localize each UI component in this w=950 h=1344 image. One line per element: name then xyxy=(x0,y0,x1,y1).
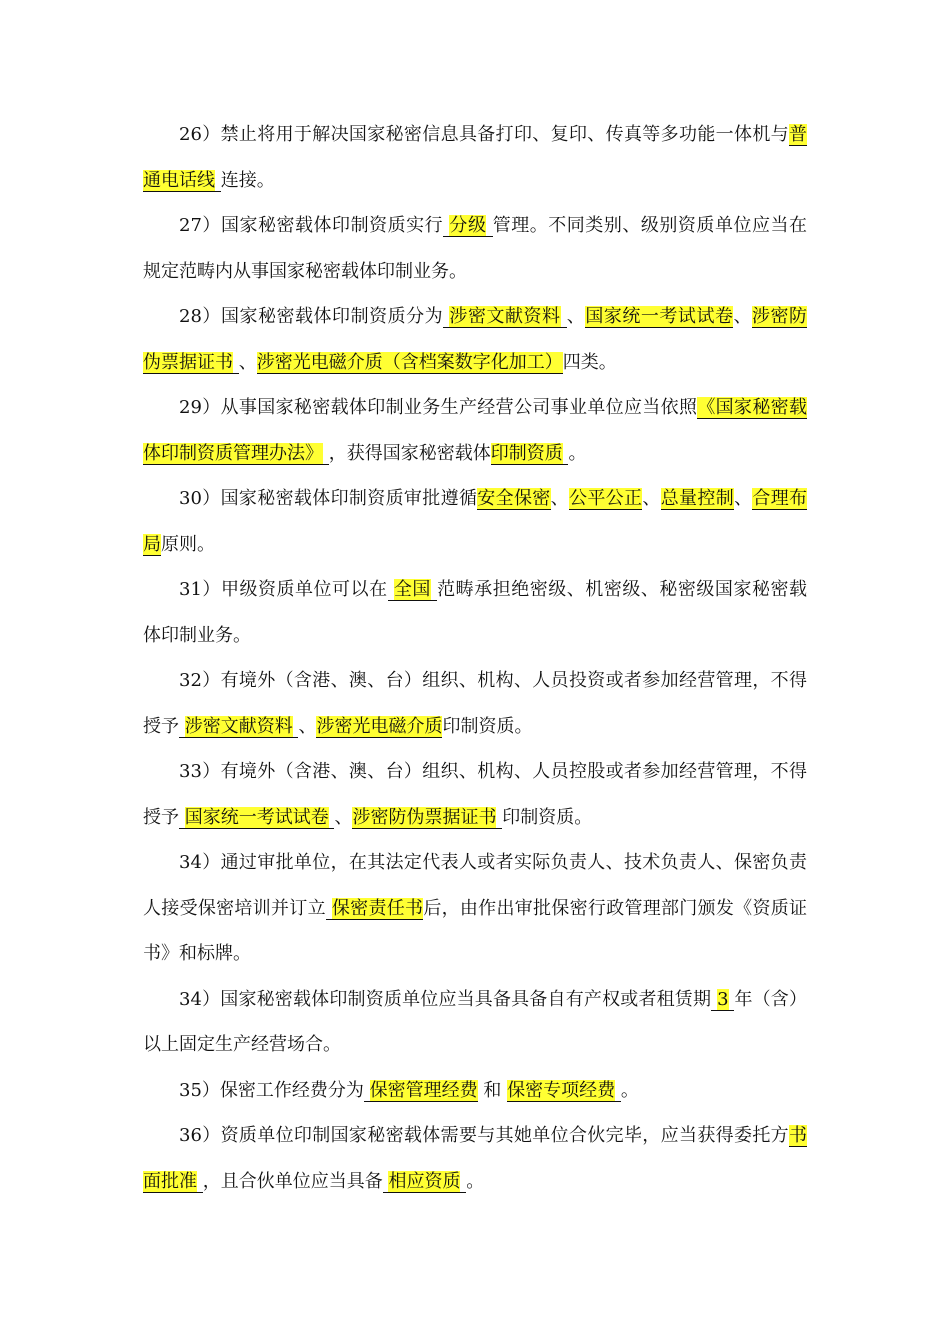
text-segment: 、 xyxy=(298,715,317,737)
paragraph-36 xyxy=(143,1113,807,1204)
answer-highlight: 《国家秘密载体印制资质管理办法》 xyxy=(143,397,808,464)
answer-blank xyxy=(179,807,334,829)
answer-blank xyxy=(326,898,423,920)
text-segment: 30）国家秘密载体印制资质审批遵循 xyxy=(179,488,478,509)
paragraph-29 xyxy=(143,385,807,476)
text-segment: 36）资质单位印制国家秘密载体需要与其她单位合伙完毕，应当获得委托方 xyxy=(179,1125,789,1146)
text-segment: 33）有境外（含港、澳、台）组织、机构、人员控股或者参加经营管理，不得授予 xyxy=(143,761,807,828)
text-segment: 范畴承担绝密级、机密级、秘密级国家秘密载体印制业务。 xyxy=(143,579,808,646)
text-segment: 29）从事国家秘密载体印制业务生产经营公司事业单位应当依照 xyxy=(179,397,698,418)
answer-highlight: 涉密防伪票据证书 xyxy=(143,306,808,373)
answer-blank xyxy=(569,488,642,510)
text-segment: 连接。 xyxy=(220,169,275,191)
text-segment: 、 xyxy=(642,488,661,509)
text-segment: 34）国家秘密载体印制资质单位应当具备具备自有产权或者租赁期 xyxy=(179,988,712,1010)
answer-highlight: 涉密光电磁介质 xyxy=(316,715,443,737)
answer-blank xyxy=(443,215,493,237)
text-segment: 、 xyxy=(334,806,353,828)
text-segment: 后，由作出审批保密行政管理部门颁发《资质证书》和标牌。 xyxy=(143,897,808,964)
answer-highlight: 印制资质 xyxy=(490,442,563,464)
text-segment: 、 xyxy=(733,306,753,327)
answer-blank xyxy=(352,807,502,829)
paragraph-35 xyxy=(143,1068,807,1114)
text-segment: 印制资质。 xyxy=(502,806,593,828)
text-segment: 34）通过审批单位，在其法定代表人或者实际负责人、技术负责人、保密负责人接受保密培训并订立 xyxy=(143,852,807,919)
answer-highlight: 保密专项经费 xyxy=(507,1079,616,1101)
answer-blank xyxy=(179,716,298,738)
text-segment: 、 xyxy=(238,351,257,373)
answer-highlight: 安全保密 xyxy=(477,488,551,509)
paragraph-34b xyxy=(143,977,807,1068)
answer-blank xyxy=(257,352,563,374)
answer-highlight: 书面批准 xyxy=(143,1125,807,1192)
paragraph-26 xyxy=(143,112,807,203)
paragraph-34a xyxy=(143,840,807,977)
answer-highlight: 总量控制 xyxy=(660,488,735,509)
text-segment: ，且合伙单位应当具备 xyxy=(202,1170,383,1192)
answer-highlight: 3 xyxy=(717,988,729,1010)
document-body xyxy=(143,112,807,1204)
text-segment: 、 xyxy=(550,488,569,509)
answer-blank xyxy=(477,488,550,510)
text-segment: 。 xyxy=(568,442,587,464)
answer-highlight: 涉密文献资料 xyxy=(184,715,293,737)
text-segment: 26）禁止将用于解决国家秘密信息具备打印、复印、传真等多功能一体机与 xyxy=(179,124,789,145)
answer-blank xyxy=(507,1080,621,1102)
answer-blank xyxy=(316,716,442,738)
paragraph-30 xyxy=(143,476,807,567)
answer-blank xyxy=(383,1171,466,1193)
answer-blank xyxy=(491,443,569,465)
text-segment: 。 xyxy=(466,1170,485,1192)
answer-highlight: 保密管理经费 xyxy=(369,1079,478,1101)
paragraph-31 xyxy=(143,567,807,658)
answer-blank xyxy=(388,579,438,601)
paragraph-28 xyxy=(143,294,807,385)
answer-highlight: 相应资质 xyxy=(388,1170,461,1192)
text-segment: 印制资质。 xyxy=(442,715,533,737)
text-segment: 27）国家秘密载体印制资质实行 xyxy=(179,215,444,236)
text-segment: 管理。不同类别、级别资质单位应当在规定范畴内从事国家秘密载体印制业务。 xyxy=(143,215,808,282)
answer-highlight: 保密责任书 xyxy=(331,897,424,919)
answer-highlight: 国家统一考试试卷 xyxy=(585,306,734,327)
answer-blank xyxy=(711,989,734,1011)
text-segment: 32）有境外（含港、澳、台）组织、机构、人员投资或者参加经营管理，不得授予 xyxy=(143,670,807,737)
paragraph-33 xyxy=(143,749,807,840)
answer-highlight: 全国 xyxy=(393,579,431,600)
answer-blank xyxy=(443,306,567,328)
text-segment: 和 xyxy=(483,1079,502,1101)
text-segment: ，获得国家秘密载体 xyxy=(328,442,491,464)
answer-highlight: 普通电话线 xyxy=(143,124,807,191)
text-segment: 28）国家秘密载体印制资质分为 xyxy=(179,306,444,327)
answer-blank xyxy=(364,1080,478,1102)
answer-highlight: 公平公正 xyxy=(569,488,643,509)
text-segment: 、 xyxy=(566,306,586,327)
text-segment: 年（含）以上固定生产经营场合。 xyxy=(143,988,807,1055)
text-segment: 31）甲级资质单位可以在 xyxy=(179,579,388,600)
text-segment: 、 xyxy=(734,488,753,509)
text-segment: 原则。 xyxy=(161,533,215,555)
text-segment: 四类。 xyxy=(562,351,617,373)
answer-blank xyxy=(661,488,734,510)
text-segment: 35）保密工作经费分为 xyxy=(179,1079,364,1101)
text-segment: 。 xyxy=(620,1079,639,1101)
answer-highlight: 合理布局 xyxy=(143,488,808,555)
answer-highlight: 分级 xyxy=(449,215,487,236)
answer-highlight: 涉密光电磁介质（含档案数字化加工） xyxy=(256,351,563,373)
answer-highlight: 涉密文献资料 xyxy=(449,306,561,327)
paragraph-32 xyxy=(143,658,807,749)
answer-highlight: 涉密防伪票据证书 xyxy=(352,806,497,828)
answer-highlight: 国家统一考试试卷 xyxy=(184,806,329,828)
answer-blank xyxy=(585,306,733,328)
paragraph-27 xyxy=(143,203,807,294)
